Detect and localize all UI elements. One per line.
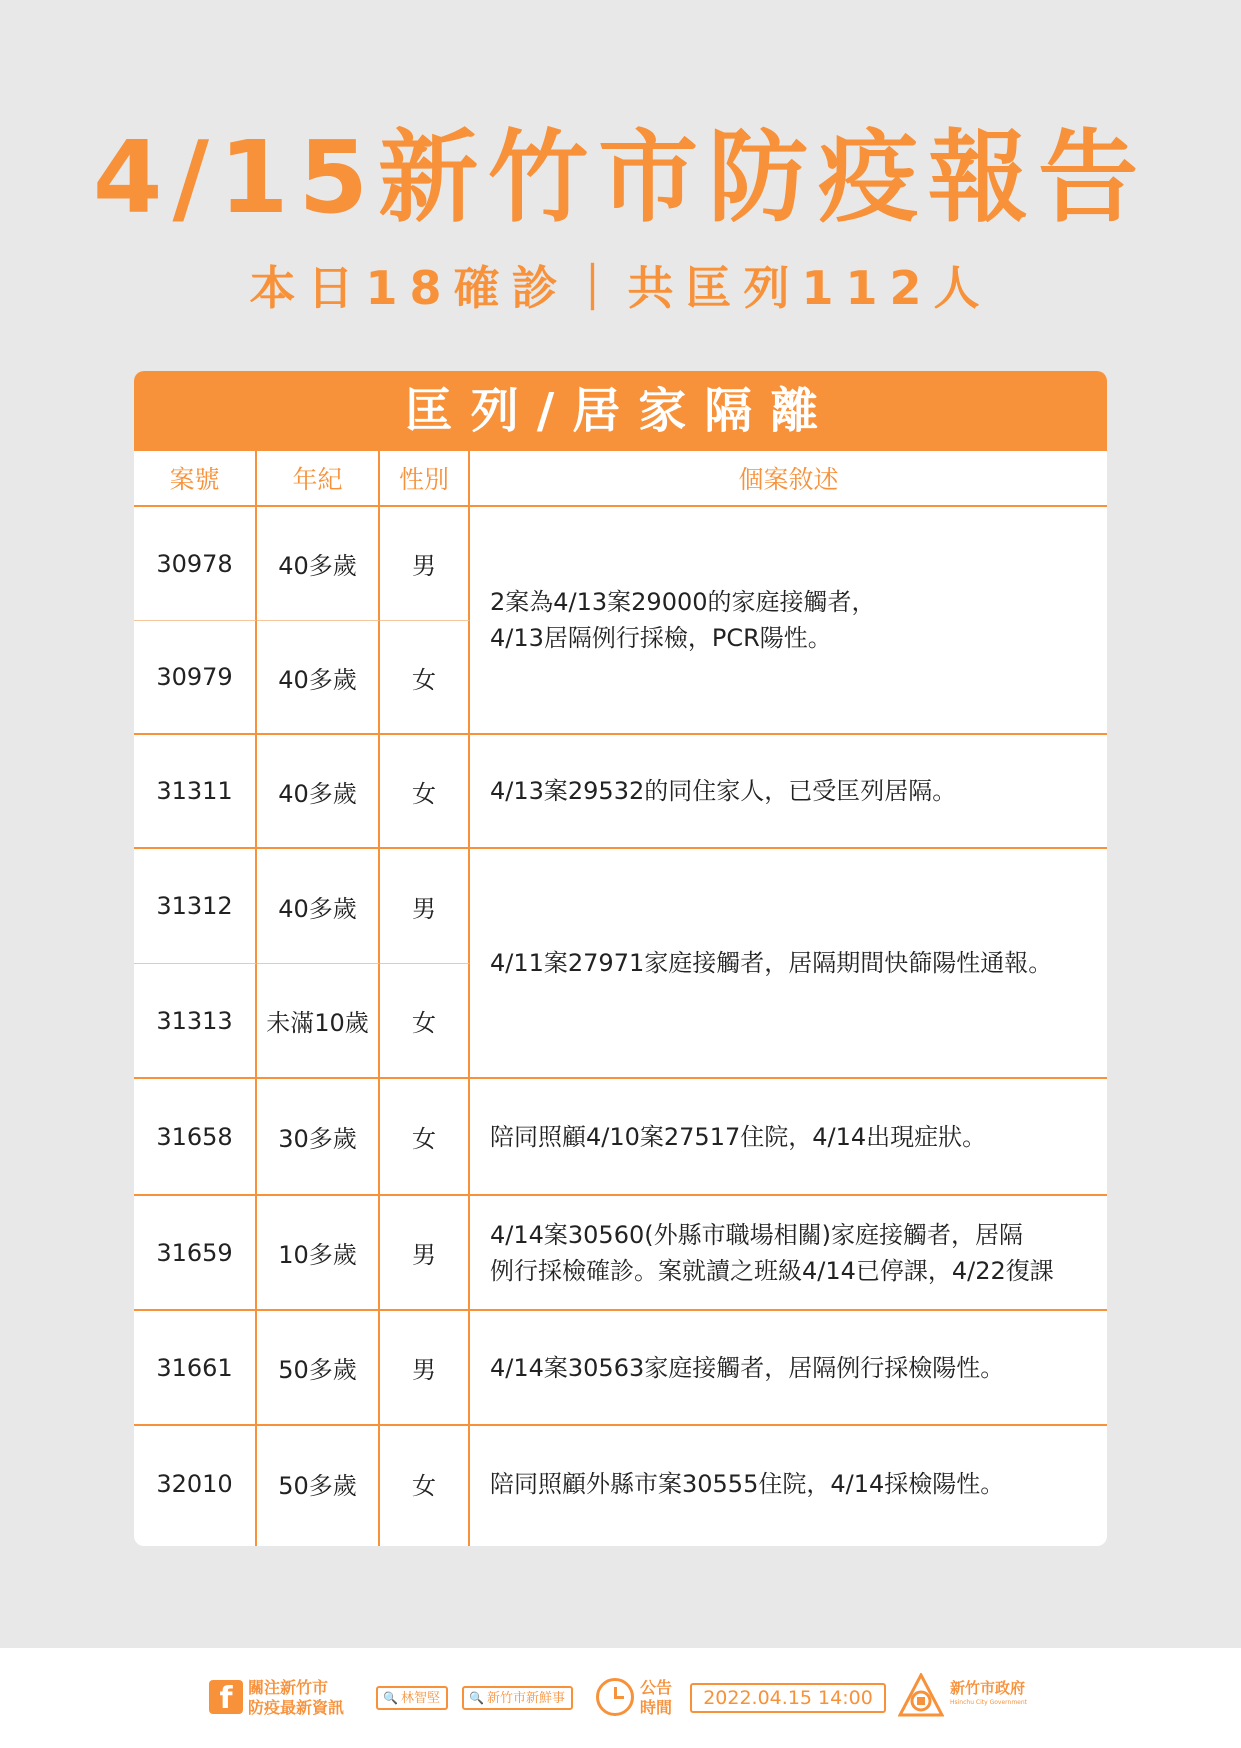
facebook-icon[interactable]: f — [209, 1680, 243, 1714]
case-sex: 女 — [380, 735, 470, 849]
header-age: 年紀 — [257, 451, 380, 507]
case-age: 50多歲 — [257, 1426, 380, 1541]
announce-line-1: 公告 — [640, 1678, 673, 1697]
search-pill-mayor[interactable] — [376, 1686, 448, 1710]
case-age: 40多歲 — [257, 621, 380, 735]
case-description-text: 4/14案30560(外縣市職場相關)家庭接觸者，居隔 例行採檢確診。案就讀之班級4/14已停課，4/22復課 — [490, 1220, 1054, 1285]
case-id: 31311 — [134, 735, 257, 849]
follow-text — [248, 1678, 344, 1718]
search-icon: 🔍 — [469, 1691, 484, 1705]
case-sex: 女 — [380, 964, 470, 1079]
case-id: 31312 — [134, 849, 257, 964]
case-description-text: 陪同照顧外縣市案30555住院，4/14採檢陽性。 — [490, 1469, 1005, 1498]
follow-line-1: 關注新竹市 — [248, 1678, 329, 1697]
case-age: 未滿10歲 — [257, 964, 380, 1079]
case-id: 30978 — [134, 507, 257, 621]
case-description-text: 2案為4/13案29000的家庭接觸者， 4/13居隔例行採檢，PCR陽性。 — [490, 588, 876, 652]
case-age: 40多歲 — [257, 849, 380, 964]
search-pill-label: 新竹市新鮮事 — [486, 1691, 565, 1706]
case-description — [470, 849, 1107, 1079]
case-sex: 女 — [380, 1426, 470, 1541]
announce-line-2: 時間 — [640, 1698, 673, 1717]
case-id: 30979 — [134, 621, 257, 735]
announce-datetime: 2022.04.15 14:00 — [690, 1683, 886, 1713]
search-pill-news[interactable] — [462, 1686, 573, 1710]
case-id: 32010 — [134, 1426, 257, 1541]
case-sex: 男 — [380, 507, 470, 621]
follow-line-2: 防疫最新資訊 — [248, 1698, 345, 1717]
clock-icon — [596, 1678, 634, 1716]
case-description-text: 4/11案27971家庭接觸者，居隔期間快篩陽性通報。 — [490, 949, 1053, 977]
case-id: 31658 — [134, 1079, 257, 1196]
page-subtitle: 本日18確診｜共匡列112人 — [249, 261, 992, 315]
case-description — [470, 1079, 1107, 1196]
case-description — [470, 735, 1107, 849]
case-age: 40多歲 — [257, 735, 380, 849]
filler-cell — [257, 1541, 380, 1546]
search-icon: 🔍 — [383, 1691, 398, 1705]
section-title: 匡列/居家隔離 — [134, 371, 1107, 451]
header-case-id: 案號 — [134, 451, 257, 507]
gov-name — [950, 1678, 1027, 1708]
header-sex: 性別 — [380, 451, 470, 507]
filler-cell — [470, 1541, 1107, 1546]
case-age: 50多歲 — [257, 1311, 380, 1426]
case-description — [470, 507, 1107, 735]
case-age: 30多歲 — [257, 1079, 380, 1196]
case-table — [134, 451, 1107, 1546]
gov-name-zh: 新竹市政府 — [950, 1679, 1026, 1697]
header-description: 個案敘述 — [470, 451, 1107, 507]
case-sex: 女 — [380, 1079, 470, 1196]
filler-cell — [380, 1541, 470, 1546]
case-sex: 男 — [380, 1196, 470, 1311]
case-age: 10多歲 — [257, 1196, 380, 1311]
city-logo-icon — [898, 1673, 944, 1719]
case-sex: 男 — [380, 1311, 470, 1426]
search-pill-label: 林智堅 — [400, 1691, 440, 1706]
case-description-text: 陪同照顧4/10案27517住院，4/14出現症狀。 — [490, 1122, 987, 1151]
case-sex: 女 — [380, 621, 470, 735]
filler-cell — [134, 1541, 257, 1546]
case-age: 40多歲 — [257, 507, 380, 621]
gov-name-en: Hsinchu City Government — [950, 1699, 1028, 1706]
announce-label — [640, 1678, 672, 1718]
case-id: 31661 — [134, 1311, 257, 1426]
page-title: 4/15新竹市防疫報告 — [92, 119, 1149, 236]
case-id: 31313 — [134, 964, 257, 1079]
case-description — [470, 1196, 1107, 1311]
case-id: 31659 — [134, 1196, 257, 1311]
case-sex: 男 — [380, 849, 470, 964]
footer-bar — [0, 1648, 1241, 1748]
case-description-text: 4/14案30563家庭接觸者，居隔例行採檢陽性。 — [490, 1353, 1005, 1382]
case-description — [470, 1426, 1107, 1541]
case-description-text: 4/13案29532的同住家人，已受匡列居隔。 — [490, 777, 957, 805]
case-description — [470, 1311, 1107, 1426]
quarantine-card — [134, 371, 1107, 1546]
